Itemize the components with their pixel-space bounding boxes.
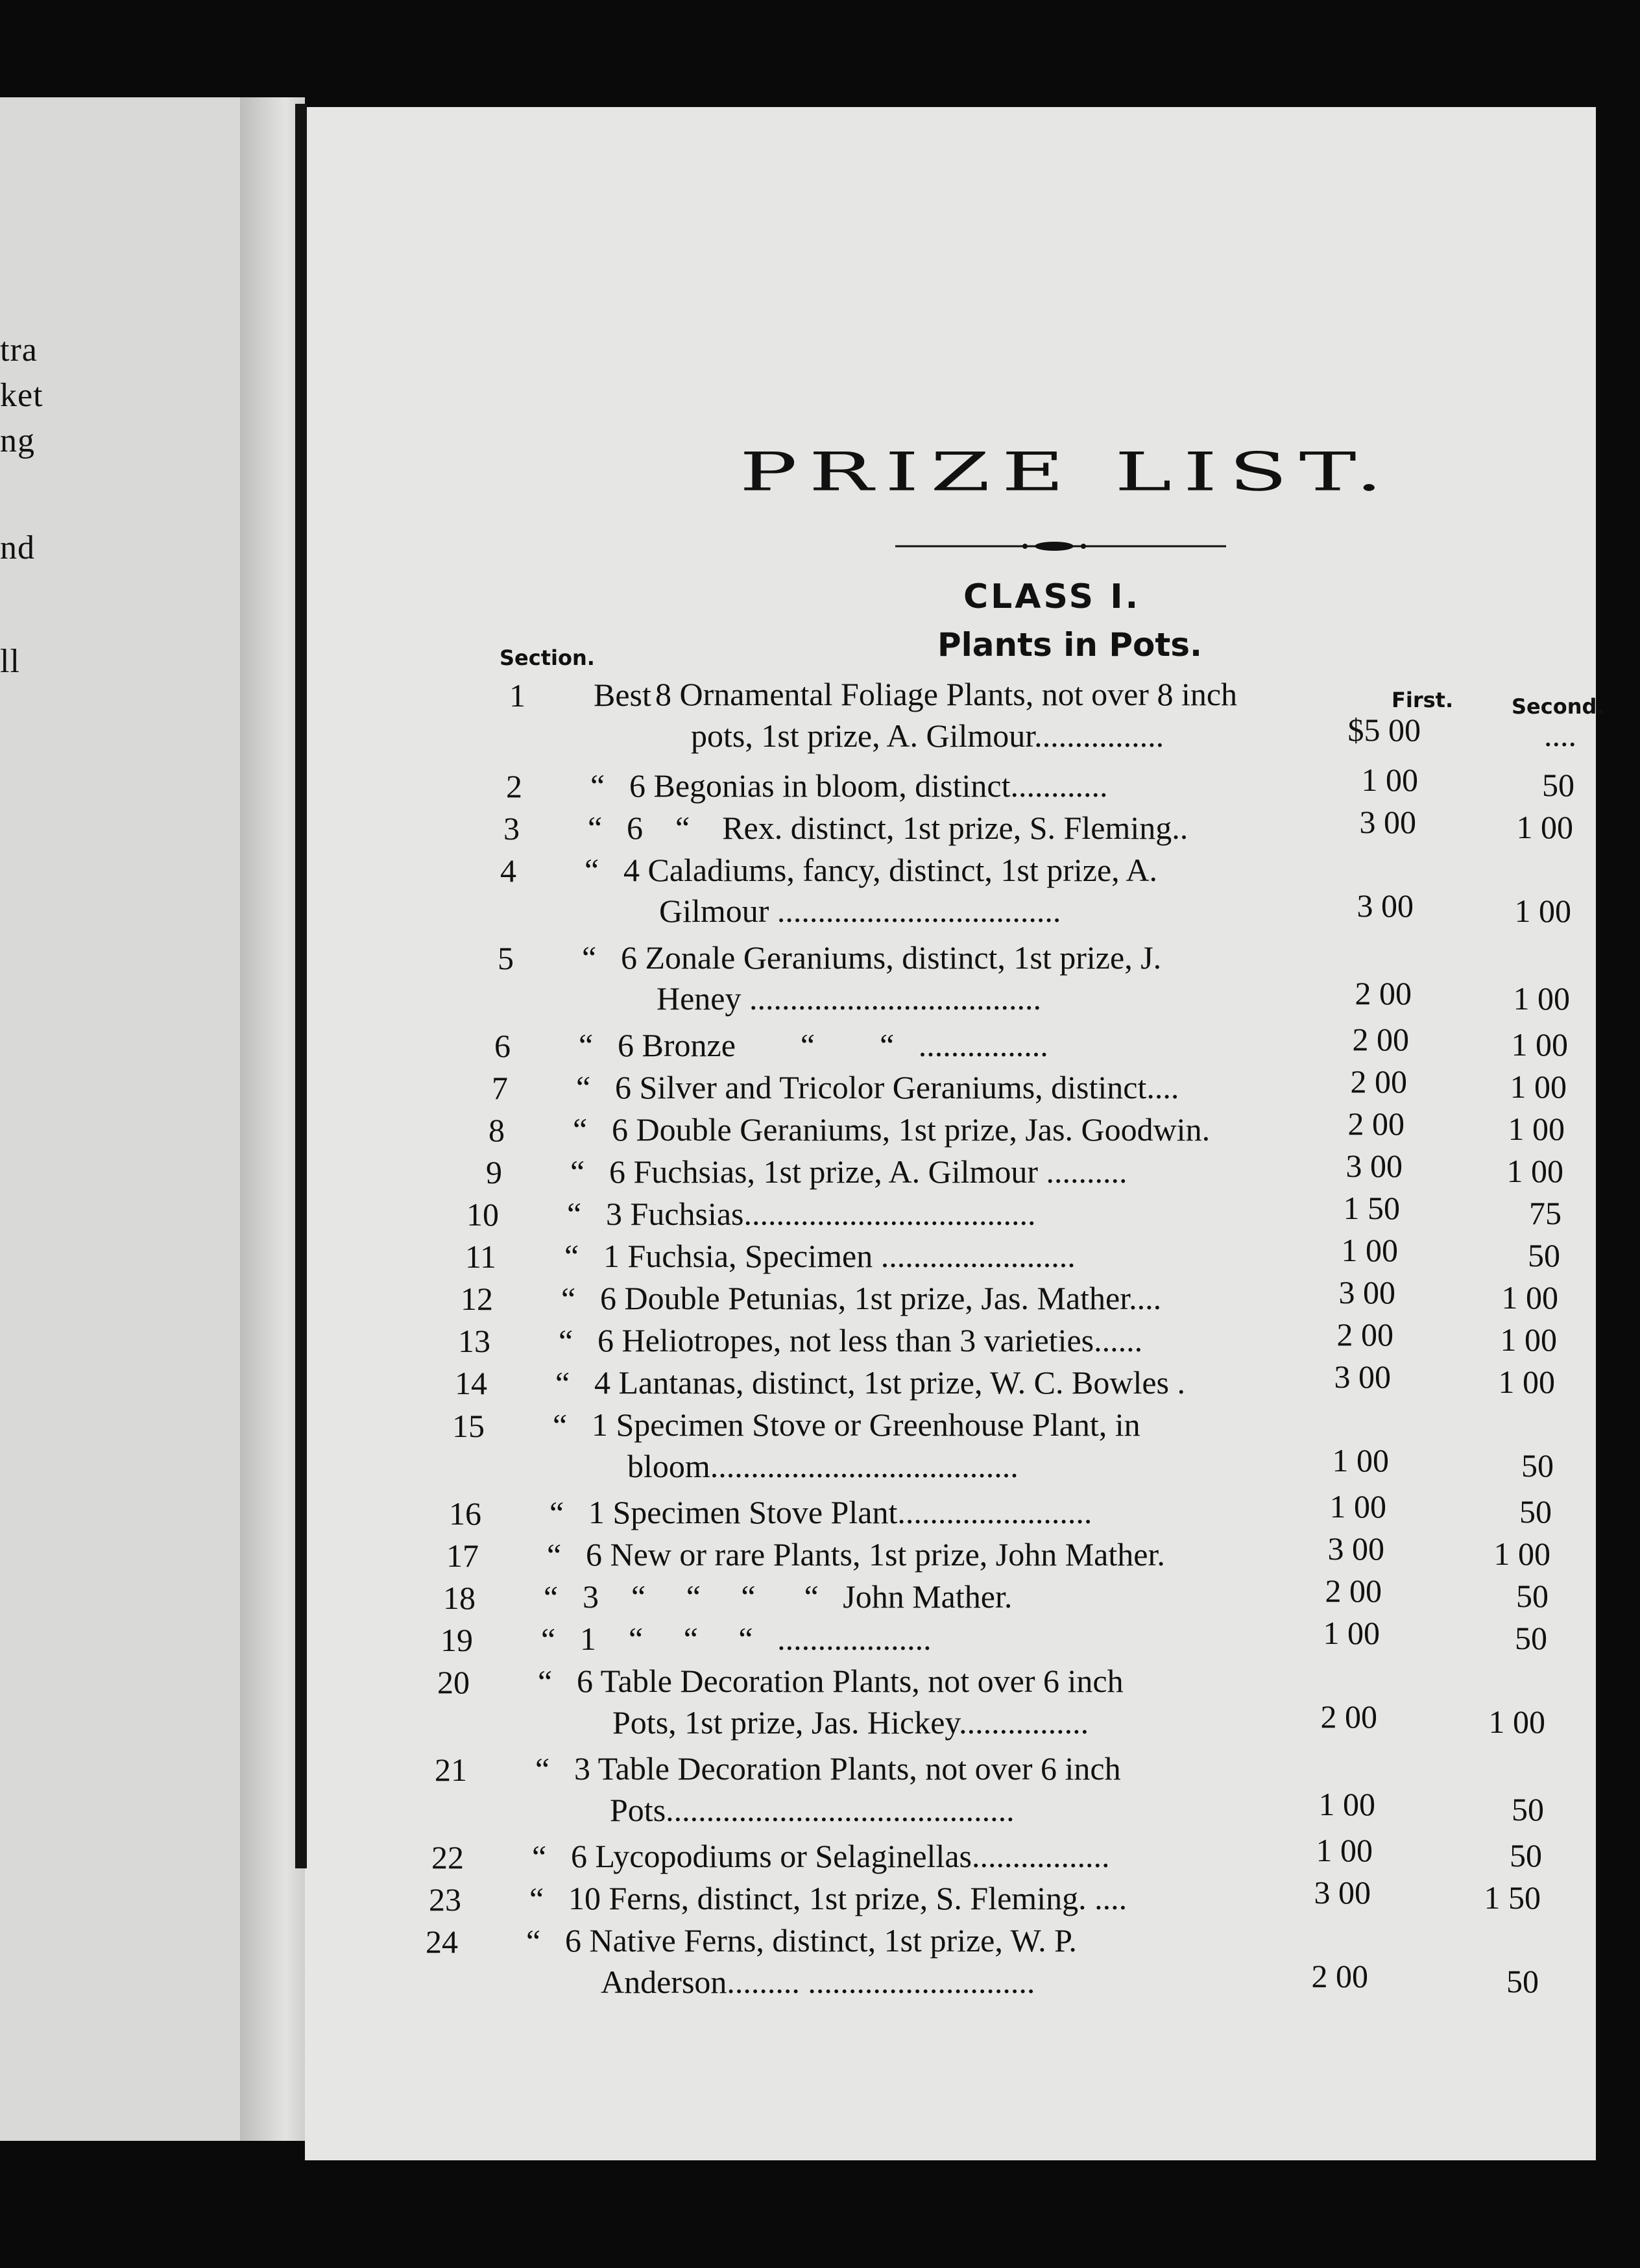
entry-description-line: Gilmour ................................... (659, 893, 1061, 929)
ditto-mark: “ (553, 1407, 568, 1443)
entry-description-line: 1 Specimen Stove Plant........................ (588, 1494, 1092, 1530)
section-number: 21 (435, 1752, 467, 1788)
second-prize-amount: 1 50 (1484, 1879, 1541, 1916)
ditto-mark: “ (549, 1495, 564, 1531)
title-ornament-rule (895, 540, 1226, 553)
ditto-mark: “ (582, 939, 597, 976)
second-prize-amount: 50 (1506, 1963, 1539, 1999)
first-prize-column-header: First. (1392, 688, 1454, 712)
section-number: 18 (443, 1580, 476, 1616)
first-prize-amount: 2 00 (1320, 1698, 1377, 1735)
second-prize-amount: 1 00 (1513, 980, 1570, 1017)
section-number: 14 (455, 1365, 487, 1401)
second-prize-amount: 50 (1528, 1237, 1560, 1273)
page-title: PRIZE LIST. (740, 441, 1395, 503)
section-number: 11 (464, 1238, 496, 1275)
ditto-mark: “ (538, 1663, 553, 1700)
ditto-mark: “ (567, 1196, 582, 1232)
left-page-fragment: nd (0, 529, 35, 566)
section-number: 2 (506, 768, 522, 804)
first-prize-amount: 1 00 (1318, 1786, 1375, 1822)
ditto-mark: Best (594, 677, 651, 713)
section-number: 17 (446, 1538, 479, 1574)
second-prize-amount: 1 00 (1514, 893, 1571, 929)
left-page-fragment: ng (0, 422, 35, 459)
first-prize-amount: 1 00 (1329, 1488, 1386, 1525)
first-prize-amount: 3 00 (1359, 804, 1416, 840)
second-prize-amount: 50 (1542, 767, 1574, 803)
section-number: 24 (426, 1924, 458, 1960)
first-prize-amount: $5 00 (1347, 712, 1421, 748)
ditto-mark: “ (529, 1881, 544, 1917)
section-number: 12 (461, 1281, 493, 1317)
entry-description-line: 1 Specimen Stove or Greenhouse Plant, in (592, 1406, 1140, 1443)
ditto-mark: “ (526, 1923, 541, 1959)
first-prize-amount: 1 00 (1361, 762, 1418, 798)
section-number: 13 (458, 1323, 490, 1359)
entry-description-line: 6 Begonias in bloom, distinct............ (629, 767, 1108, 804)
second-prize-amount: 1 00 (1500, 1321, 1557, 1358)
section-number: 4 (500, 852, 516, 889)
entry-description-line: 6 Fuchsias, 1st prize, A. Gilmour .......... (609, 1153, 1128, 1190)
ditto-mark: “ (532, 1839, 547, 1875)
section-number: 20 (437, 1664, 470, 1700)
entry-description-line: pots, 1st prize, A. Gilmour................ (691, 718, 1164, 754)
first-prize-amount: 3 00 (1338, 1274, 1395, 1310)
class-heading: CLASS I. (963, 577, 1141, 616)
entry-description-line: 6 “ Rex. distinct, 1st prize, S. Fleming.. (627, 810, 1188, 846)
ditto-mark: “ (535, 1751, 550, 1787)
second-prize-amount: 50 (1519, 1493, 1552, 1530)
ditto-mark: “ (555, 1365, 570, 1401)
entry-description-line: 6 Heliotropes, not less than 3 varieties...... (597, 1322, 1143, 1358)
second-prize-amount: 1 00 (1498, 1364, 1555, 1400)
section-number: 6 (494, 1028, 511, 1064)
second-prize-amount: 50 (1512, 1791, 1544, 1828)
section-number: 8 (488, 1112, 505, 1148)
first-prize-amount: 1 00 (1323, 1615, 1380, 1651)
first-prize-amount: 2 00 (1352, 1021, 1409, 1057)
first-prize-amount: 3 00 (1314, 1874, 1371, 1911)
section-number: 23 (429, 1881, 461, 1918)
section-number: 9 (486, 1154, 502, 1190)
first-prize-amount: 2 00 (1311, 1958, 1368, 1994)
section-number: 5 (498, 940, 514, 976)
entry-description-line: Pots........................................... (610, 1792, 1015, 1828)
ditto-mark: “ (579, 1027, 594, 1063)
class-subheading: Plants in Pots. (937, 626, 1202, 664)
binding-shadow (295, 104, 307, 1868)
left-page-fragment: ket (0, 377, 43, 414)
entry-description-line: bloom...................................... (627, 1448, 1019, 1484)
entry-description-line: 3 Fuchsias.................................... (606, 1196, 1036, 1232)
first-prize-amount: 3 00 (1327, 1530, 1384, 1567)
entry-description-line: 3 “ “ “ “ John Mather. (583, 1578, 1013, 1615)
entry-description-line: Pots, 1st prize, Jas. Hickey................ (612, 1704, 1089, 1741)
section-number: 15 (452, 1408, 485, 1444)
left-page-fragment: tra (0, 332, 38, 368)
first-prize-amount: 3 00 (1345, 1148, 1403, 1184)
entry-description-line: 6 Zonale Geraniums, distinct, 1st prize, J. (621, 939, 1162, 976)
section-number: 10 (466, 1196, 499, 1233)
first-prize-amount: 3 00 (1334, 1358, 1391, 1395)
ditto-mark: “ (585, 852, 599, 888)
first-prize-amount: 3 00 (1357, 887, 1414, 924)
second-prize-amount: 1 00 (1510, 1068, 1567, 1105)
second-prize-amount: 1 00 (1493, 1536, 1550, 1572)
entry-description-line: 10 Ferns, distinct, 1st prize, S. Fleming. .... (568, 1880, 1128, 1916)
entry-description-line: 6 Silver and Tricolor Geraniums, distinct.... (615, 1069, 1179, 1105)
entry-description-line: 6 Lycopodiums or Selaginellas................. (571, 1838, 1110, 1874)
entry-description-line: 3 Table Decoration Plants, not over 6 inch (574, 1750, 1121, 1787)
second-prize-column-header: Second. (1512, 694, 1605, 719)
second-prize-amount: .... (1544, 717, 1576, 753)
ditto-mark: “ (573, 1111, 588, 1148)
entry-description-line: 1 Fuchsia, Specimen ........................ (603, 1238, 1076, 1274)
first-prize-amount: 1 50 (1343, 1190, 1400, 1226)
entry-description-line: 6 Double Geraniums, 1st prize, Jas. Goodwin. (612, 1111, 1211, 1148)
section-number: 16 (449, 1495, 481, 1532)
ditto-mark: “ (541, 1621, 556, 1658)
first-prize-amount: 1 00 (1341, 1232, 1398, 1268)
ditto-mark: “ (564, 1238, 579, 1274)
first-prize-amount: 1 00 (1332, 1442, 1389, 1478)
ditto-mark: “ (559, 1323, 573, 1359)
second-prize-amount: 1 00 (1488, 1704, 1545, 1740)
first-prize-amount: 2 00 (1325, 1573, 1382, 1609)
ditto-mark: “ (588, 810, 603, 846)
entry-description-line: 6 Native Ferns, distinct, 1st prize, W. P. (565, 1922, 1077, 1959)
entry-description-line: 6 Double Petunias, 1st prize, Jas. Mather.... (600, 1280, 1162, 1316)
second-prize-amount: 1 00 (1511, 1026, 1568, 1063)
second-prize-amount: 50 (1516, 1578, 1549, 1614)
section-number: 19 (440, 1622, 473, 1658)
entry-description-line: 4 Caladiums, fancy, distinct, 1st prize, A. (623, 852, 1157, 888)
entry-description-line: 6 New or rare Plants, 1st prize, John Mather. (586, 1536, 1165, 1573)
first-prize-amount: 2 00 (1336, 1316, 1393, 1353)
second-prize-amount: 1 00 (1506, 1153, 1563, 1189)
entry-description-line: 4 Lantanas, distinct, 1st prize, W. C. Bowles . (594, 1364, 1186, 1401)
left-page-fragment: ll (0, 643, 20, 680)
section-number: 1 (509, 677, 525, 714)
first-prize-amount: 2 00 (1355, 975, 1412, 1011)
second-prize-amount: 50 (1510, 1837, 1542, 1874)
entry-description-line: 1 “ “ “ ................... (580, 1621, 932, 1657)
entry-description-line: 6 Table Decoration Plants, not over 6 inch (577, 1663, 1124, 1699)
ditto-mark: “ (561, 1281, 576, 1317)
entry-description-line: 6 Bronze “ “ ................ (618, 1027, 1048, 1063)
ditto-mark: “ (590, 767, 605, 804)
entry-description-line: Anderson......... ............................ (601, 1964, 1035, 2000)
entry-description-line: Heney .................................... (657, 980, 1041, 1017)
section-number: 22 (431, 1839, 464, 1876)
section-number: 3 (503, 810, 520, 847)
ditto-mark: “ (570, 1153, 585, 1190)
ditto-mark: “ (544, 1579, 559, 1615)
first-prize-amount: 2 00 (1350, 1063, 1407, 1100)
second-prize-amount: 1 00 (1501, 1279, 1558, 1316)
second-prize-amount: 50 (1521, 1447, 1554, 1484)
section-number: 7 (492, 1070, 508, 1106)
second-prize-amount: 1 00 (1508, 1111, 1565, 1147)
second-prize-amount: 75 (1529, 1195, 1562, 1231)
second-prize-amount: 50 (1515, 1620, 1547, 1656)
section-column-header: Section. (500, 645, 595, 670)
ditto-mark: “ (576, 1069, 591, 1105)
first-prize-amount: 2 00 (1347, 1105, 1405, 1142)
first-prize-amount: 1 00 (1316, 1832, 1373, 1868)
ditto-mark: “ (547, 1537, 562, 1573)
entry-description-line: 8 Ornamental Foliage Plants, not over 8 inch (655, 676, 1238, 712)
left-facing-page (0, 97, 242, 2141)
second-prize-amount: 1 00 (1516, 809, 1573, 845)
